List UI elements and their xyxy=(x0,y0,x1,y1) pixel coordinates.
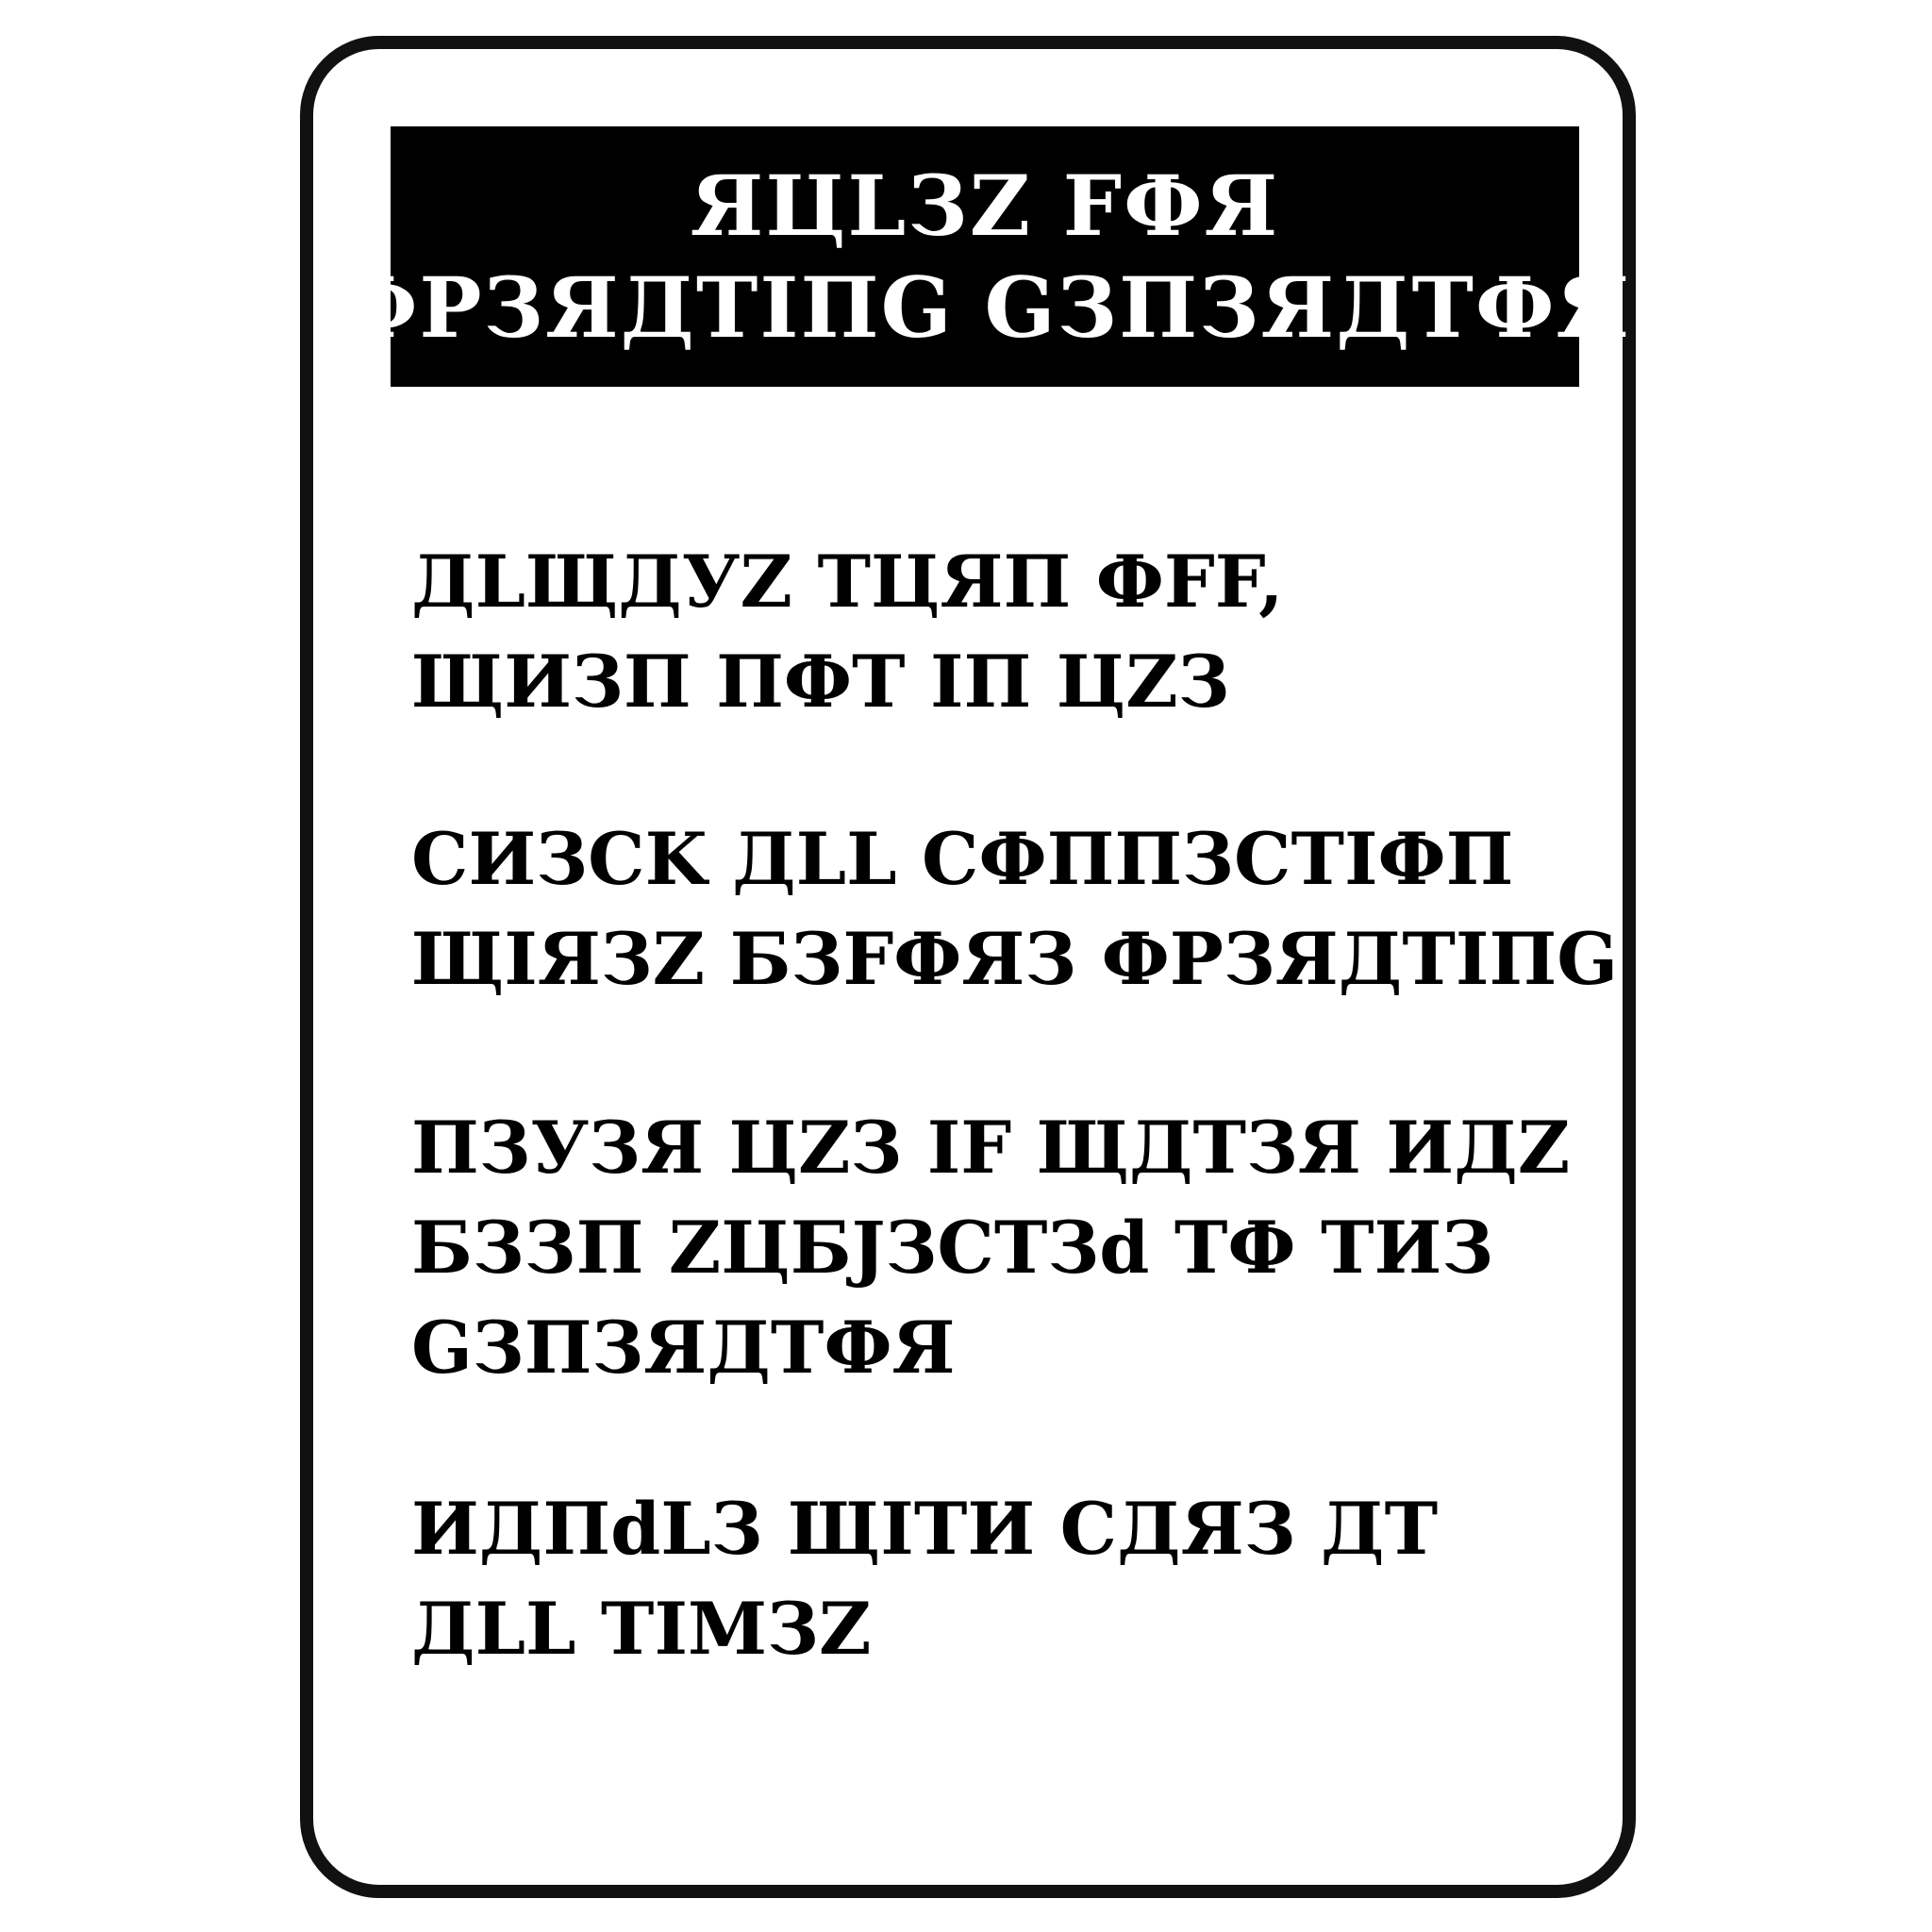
rule-line: ДLL TIMЗZ xyxy=(411,1587,872,1671)
rule-handle-with-care xyxy=(411,1479,1543,1679)
rule-line: CИЗCK ДLL CФППЗCTIФП xyxy=(411,817,1514,901)
generator-rules-sign xyxy=(300,36,1636,1898)
rule-line: GЗПЗЯДTФЯ xyxy=(411,1306,956,1390)
rule-check-connections xyxy=(411,809,1619,1009)
sign-title-line-1: ЯЦLЗZ FФЯ xyxy=(690,157,1280,255)
rule-line: ДLЩДУZ TЦЯП ФFF, xyxy=(411,540,1284,624)
rule-line: ЩIЯЗZ БЗFФЯЗ ФPЗЯДTIПG xyxy=(411,917,1619,1001)
sign-title-line-2: ФPЗЯДTIПG GЗПЗЯДTФЯ xyxy=(338,258,1632,357)
sign-title-banner xyxy=(338,126,1632,387)
rule-line: ЩИЗП ПФT IП ЦZЗ xyxy=(411,640,1230,724)
rule-turn-off xyxy=(411,532,1543,732)
rule-line: БЗЗП ZЦБJЗCTЗd TФ TИЗ xyxy=(411,1206,1494,1290)
rule-water xyxy=(411,1098,1571,1398)
rule-line: ИДПdLЗ ЩITИ CДЯЗ ДT xyxy=(411,1487,1439,1571)
rule-line: ПЗУЗЯ ЦZЗ IF ЩДTЗЯ ИДZ xyxy=(411,1106,1571,1190)
